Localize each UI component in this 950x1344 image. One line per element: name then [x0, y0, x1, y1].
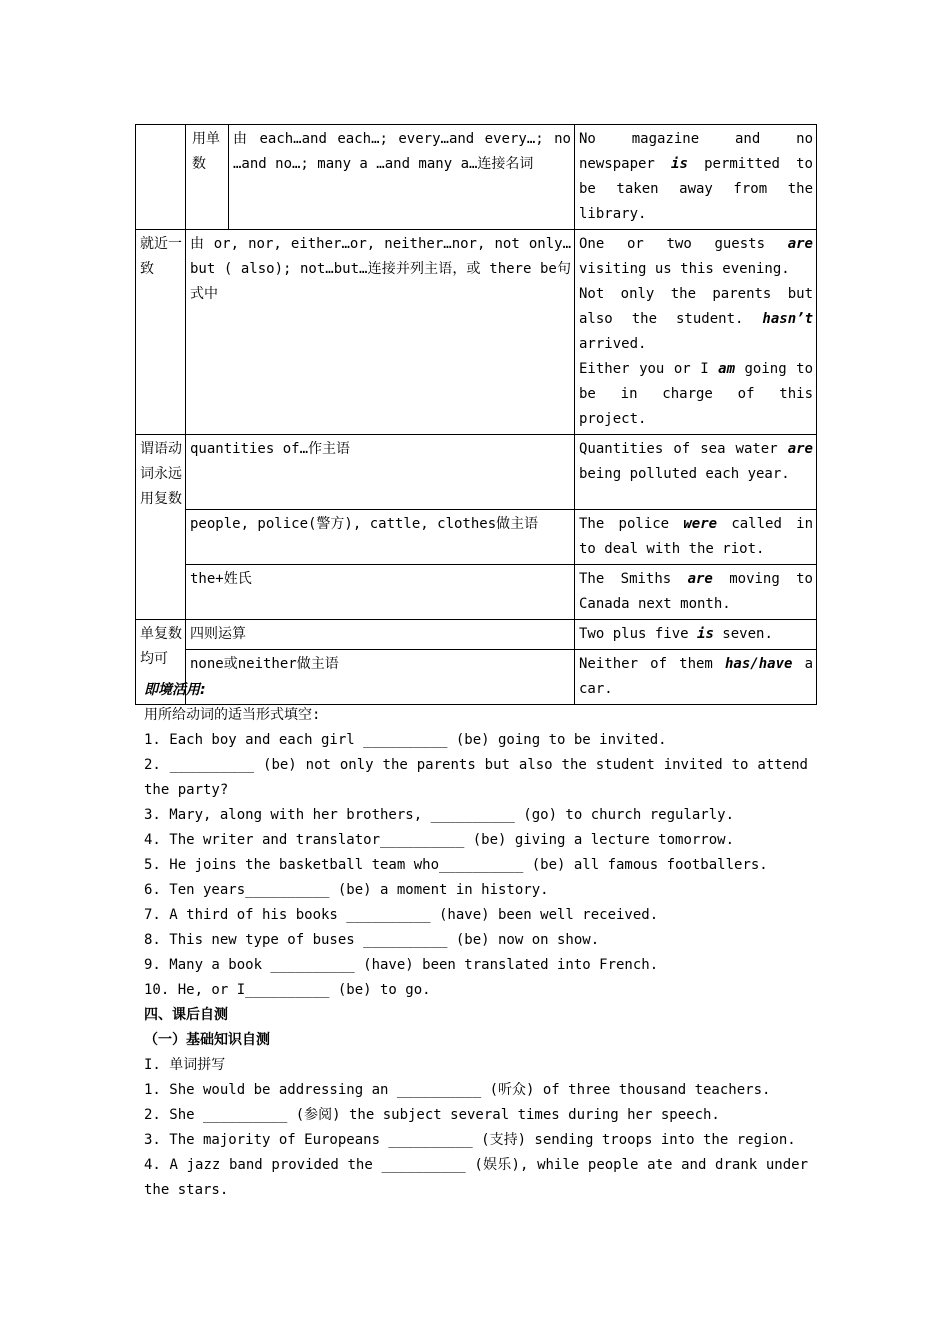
example-cell — [575, 125, 817, 230]
example-text: Neither of them — [579, 656, 725, 672]
example-sentence — [579, 357, 813, 432]
rule-text: none或neither做主语 — [190, 656, 339, 672]
example-cell — [575, 435, 817, 510]
list-item: 9. Many a book __________ (have) been translated into French. — [144, 957, 659, 973]
example-text: Quantities of sea water — [579, 441, 788, 457]
section-subtitle: （一）基础知识自测 — [144, 1032, 270, 1048]
example-text: permitted to be taken away from the library. — [579, 156, 813, 222]
rule-text: 由 each…and each…; every…and every…; no …and no…; many a …and many a…连接名词 — [233, 131, 571, 172]
list-item: 8. This new type of buses __________ (be) now on show. — [144, 932, 600, 948]
example-sentence — [579, 232, 813, 282]
example-text: One or two guests — [579, 236, 788, 252]
example-text: called in to deal with the riot. — [579, 516, 813, 557]
example-cell — [575, 565, 817, 620]
highlighted-verb: hasn’t — [762, 311, 813, 327]
example-text: No magazine and no newspaper — [579, 131, 813, 172]
list-item: 7. A third of his books __________ (have) been well received. — [144, 907, 659, 923]
example-text: visiting us this evening. — [579, 261, 790, 277]
subject-verb-agreement-table — [135, 124, 817, 705]
example-text: Two plus five — [579, 626, 698, 642]
rule-text: the+姓氏 — [190, 571, 252, 587]
example-text: going to be in charge of this project. — [579, 361, 813, 427]
section-title: 四、课后自测 — [144, 1007, 228, 1023]
rule-cell — [186, 565, 575, 620]
rule-text: quantities of…作主语 — [190, 441, 351, 457]
example-text: arrived. — [579, 336, 647, 352]
example-text: a car. — [579, 656, 814, 697]
rule-text: 由 or, nor, either…or, neither…nor, not only…but ( also); not…but…连接并列主语，或 there be句式中 — [190, 236, 571, 302]
exercise-instruction: 用所给动词的适当形式填空: — [144, 707, 321, 723]
highlighted-verb: is — [671, 156, 688, 172]
list-item: 4. The writer and translator__________ (be) giving a lecture tomorrow. — [144, 832, 735, 848]
list-item: 4. A jazz band provided the __________ (娱乐), while people ate and drank under the stars. — [144, 1157, 817, 1198]
example-text: Either you or I — [579, 361, 719, 377]
example-text: The Smiths — [579, 571, 688, 587]
highlighted-verb: has/have — [725, 656, 793, 672]
rule-cell — [186, 510, 575, 565]
rule-text: people, police(警方), cattle, clothes做主语 — [190, 516, 539, 532]
category-cell: 单复数均可 — [136, 620, 186, 705]
list-item: 2. She __________ (参阅) the subject several times during her speech. — [144, 1107, 720, 1123]
highlighted-verb: am — [718, 361, 735, 377]
highlighted-verb: were — [683, 516, 718, 532]
table-row — [136, 620, 817, 650]
list-item: 1. Each boy and each girl __________ (be) going to be invited. — [144, 732, 667, 748]
example-text: being polluted each year. — [579, 466, 790, 482]
list-item: 3. Mary, along with her brothers, __________ (go) to church regularly. — [144, 807, 735, 823]
table-row — [136, 435, 817, 510]
part-title: I. 单词拼写 — [144, 1057, 226, 1073]
exercise-list — [144, 728, 817, 1003]
highlighted-verb: is — [697, 626, 714, 642]
category-cell — [136, 125, 186, 230]
sub-category-cell: 用单数 — [186, 125, 229, 230]
highlighted-verb: are — [787, 441, 813, 457]
list-item: 3. The majority of Europeans __________ (支持) sending troops into the region. — [144, 1132, 796, 1148]
list-item: 2. __________ (be) not only the parents but also the student invited to attend the party? — [144, 757, 817, 798]
highlighted-verb: are — [787, 236, 813, 252]
table-row — [136, 125, 817, 230]
exercise-section — [144, 678, 817, 1203]
list-item: 10. He, or I__________ (be) to go. — [144, 982, 431, 998]
list-item: 1. She would be addressing an __________ (听众) of three thousand teachers. — [144, 1082, 771, 1098]
spelling-list — [144, 1078, 817, 1203]
example-text: Not only the parents but also the student. — [579, 286, 813, 327]
grammar-table-container — [135, 124, 816, 705]
table-row — [136, 230, 817, 435]
example-cell — [575, 230, 817, 435]
example-cell — [575, 510, 817, 565]
example-text: seven. — [713, 626, 773, 642]
example-sentence — [579, 282, 813, 357]
category-cell: 谓语动词永远用复数 — [136, 435, 186, 620]
rule-cell — [186, 620, 575, 650]
category-cell: 就近一致 — [136, 230, 186, 435]
rule-text: 四则运算 — [190, 626, 246, 642]
table-row — [136, 565, 817, 620]
example-cell — [575, 620, 817, 650]
rule-cell — [186, 435, 575, 510]
table-row — [136, 510, 817, 565]
rule-cell — [186, 230, 575, 435]
exercise-heading: 即境活用: — [144, 682, 206, 698]
highlighted-verb: are — [687, 571, 713, 587]
rule-cell — [229, 125, 575, 230]
list-item: 5. He joins the basketball team who__________ (be) all famous footballers. — [144, 857, 768, 873]
example-text: moving to Canada next month. — [579, 571, 813, 612]
list-item: 6. Ten years__________ (be) a moment in history. — [144, 882, 549, 898]
example-text: The police — [579, 516, 684, 532]
